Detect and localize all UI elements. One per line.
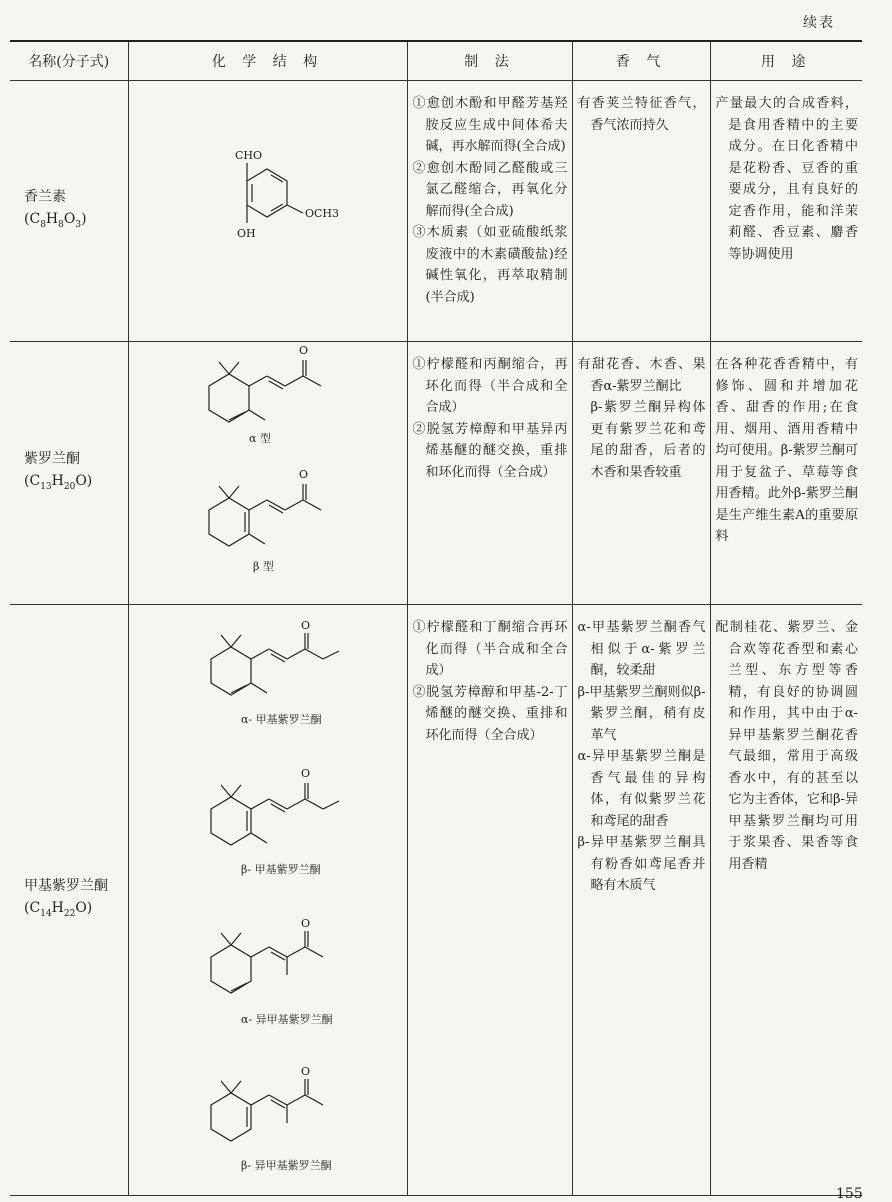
aroma-text: 有甜花香、木香、果香α-紫罗兰酮比 xyxy=(577,357,706,394)
structure-cell xyxy=(128,81,407,342)
usage-text: 在各种花香香精中，有修饰、圆和并增加花香、甜香的作用;在食用、烟用、酒用香精中均可使用。β-紫罗兰酮可用于复盆子、草莓等食用香精。此外β-紫罗兰酮是生产维生素A的重要原料 xyxy=(715,357,858,544)
compound-formula: $(C_{13}H_{20}O)$ xyxy=(24,473,93,492)
aroma-cell xyxy=(572,81,710,342)
header-name: 名称(分子式) xyxy=(10,41,128,81)
alpha-methyl-ionone-label: α- 甲基紫罗兰酮 xyxy=(240,713,322,726)
compound-name: 紫罗兰酮 xyxy=(24,451,80,468)
cho-label: CHO xyxy=(234,149,262,162)
oxygen-label: O xyxy=(298,468,308,481)
compound-name: 香兰素 xyxy=(24,189,66,206)
vanillin-structure xyxy=(129,81,408,341)
compound-name-cell xyxy=(10,342,128,605)
aroma-cell xyxy=(572,342,710,605)
header-structure: 化 学 结 构 xyxy=(128,41,407,81)
header-method: 制 法 xyxy=(407,41,572,81)
table-row xyxy=(10,342,862,605)
compound-formula: $(C_8H_8O_3)$ xyxy=(24,211,87,230)
compound-name-cell xyxy=(10,81,128,342)
oxygen-label: O xyxy=(300,767,310,780)
method-item: ②愈创木酚同乙醛酸或三氯乙醛缩合，再氧化分解而得(全合成) xyxy=(412,160,568,219)
method-item: ①愈创木酚和甲醛芳基羟胺反应生成中间体希夫碱，再水解而得(全合成) xyxy=(412,96,568,154)
beta-type-label: β 型 xyxy=(252,560,274,573)
continued-label: 续表 xyxy=(803,15,835,31)
usage-text: 配制桂花、紫罗兰、金合欢等花香型和素心兰型、东方型等香精，有良好的协调圆和作用，其中由于α-异甲基紫罗兰酮花香气最细，常用于高级香水中，有的甚至以它为主香体，它和β-异甲基紫罗兰酮均可用于浆果香、果香等食用香精 xyxy=(715,620,858,872)
usage-cell xyxy=(710,605,862,1196)
oxygen-label: O xyxy=(300,917,310,930)
usage-text: 产量最大的合成香料，是食用香精中的主要成分。在日化香精中是花粉香、豆香的重要成分，且有良好的定香作用，能和洋茉莉醛、香豆素、麝香等协调使用 xyxy=(715,96,858,262)
method-item: ③木质素（如亚硫酸纸浆废液中的木素磺酸盐)经碱性氧化，再萃取精制(半合成) xyxy=(412,225,568,305)
oxygen-label: O xyxy=(300,619,310,632)
oxygen-label: O xyxy=(298,344,308,357)
fragrance-table xyxy=(10,40,862,1196)
aroma-text: 有香荚兰特征香气，香气浓而持久 xyxy=(577,96,706,133)
usage-cell xyxy=(710,342,862,605)
aroma-text: α-甲基紫罗兰酮香气相似于α-紫罗兰酮，较柔甜 xyxy=(577,620,706,678)
beta-iso-methyl-ionone-label: β- 异甲基紫罗兰酮 xyxy=(240,1159,332,1172)
usage-cell xyxy=(710,81,862,342)
method-item: ②脱氢芳樟醇和甲基-2-丁烯醚的醚交换、重排和环化而得（全合成） xyxy=(412,684,568,743)
table-row xyxy=(10,605,862,1196)
header-aroma: 香 气 xyxy=(572,41,710,81)
header-usage: 用 途 xyxy=(710,41,862,81)
alpha-type-label: α 型 xyxy=(248,432,271,445)
table-header-row xyxy=(10,41,862,81)
method-item: ①柠檬醛和丙酮缩合，再环化而得（半合成和全合成） xyxy=(412,357,568,415)
structure-cell xyxy=(128,342,407,605)
method-cell xyxy=(407,605,572,1196)
alpha-iso-methyl-ionone-label: α- 异甲基紫罗兰酮 xyxy=(240,1013,333,1026)
method-item: ①柠檬醛和丁酮缩合再环化而得（半合成和全合成） xyxy=(412,620,568,678)
beta-methyl-ionone-label: β- 甲基紫罗兰酮 xyxy=(240,863,321,876)
oh-label: OH xyxy=(236,227,256,240)
structure-cell xyxy=(128,605,407,1196)
method-cell xyxy=(407,342,572,605)
method-cell xyxy=(407,81,572,342)
aroma-text: α-异甲基紫罗兰酮是香气最佳的异构体，有似紫罗兰花和鸢尾的甜香 xyxy=(577,749,706,829)
page-number: 155 xyxy=(836,1186,863,1202)
oxygen-label: O xyxy=(300,1065,310,1078)
method-item: ②脱氢芳樟醇和甲基异丙烯基醚的醚交换，重排和环化而得（全合成） xyxy=(412,421,568,480)
aroma-text: β-异甲基紫罗兰酮具有粉香如鸢尾香并略有木质气 xyxy=(577,835,706,893)
compound-name-cell xyxy=(10,605,128,1196)
aroma-text: β-甲基紫罗兰酮则似β-紫罗兰酮，稍有皮革气 xyxy=(577,684,706,743)
aroma-cell xyxy=(572,605,710,1196)
aroma-text: β-紫罗兰酮异构体更有紫罗兰花和鸢尾的甜香，后者的木香和果香较重 xyxy=(590,400,706,480)
table-row xyxy=(10,81,862,342)
ionone-structures xyxy=(129,342,408,604)
compound-formula: $(C_{14}H_{22}O)$ xyxy=(24,900,93,919)
och3-label: OCH3 xyxy=(304,207,339,220)
methyl-ionone-structures xyxy=(129,605,408,1195)
compound-name: 甲基紫罗兰酮 xyxy=(24,878,108,895)
